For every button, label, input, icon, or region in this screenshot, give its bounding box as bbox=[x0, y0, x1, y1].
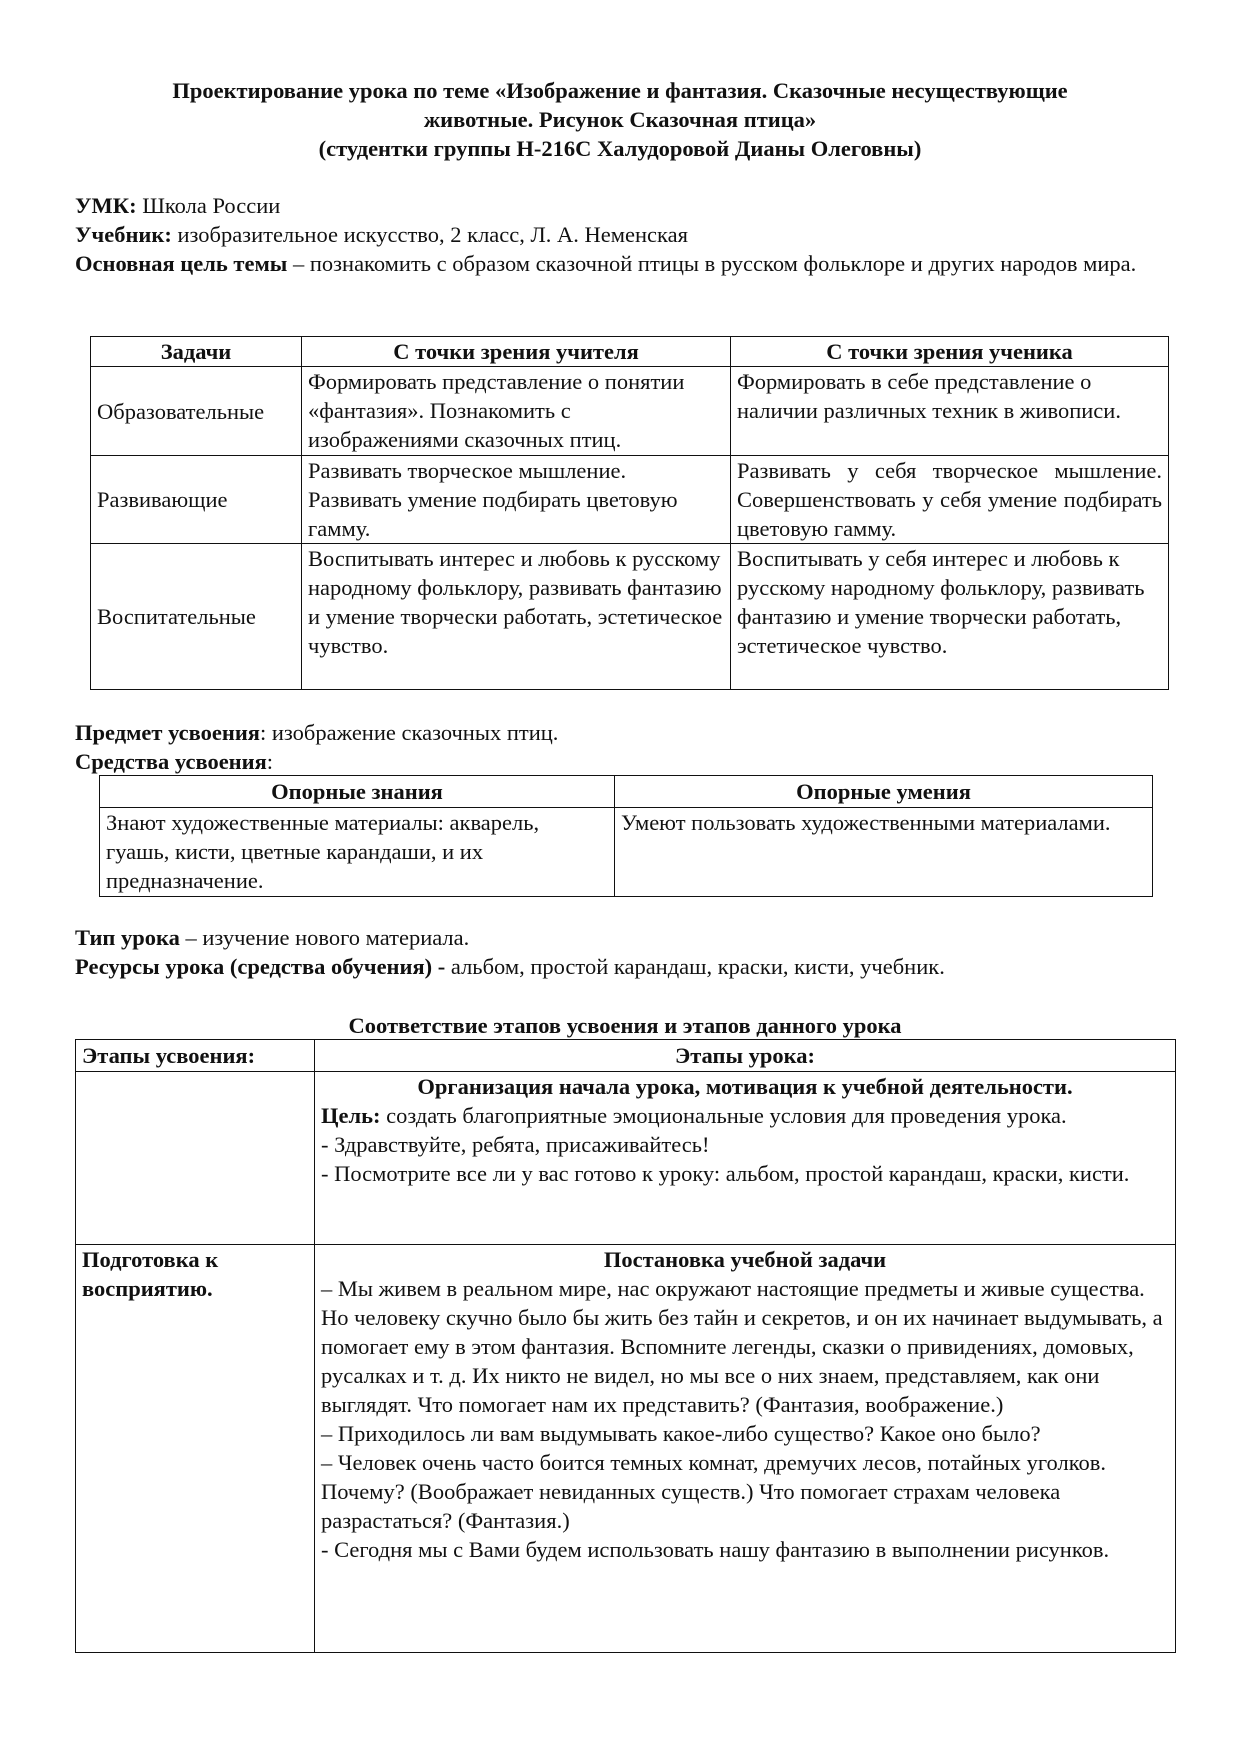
resources-label: Ресурсы урока (средства обучения) - bbox=[75, 954, 446, 979]
task-type: Развивающие bbox=[91, 456, 302, 544]
column-header: С точки зрения ученика bbox=[731, 337, 1169, 367]
stage-line: - Здравствуйте, ребята, присаживайтесь! bbox=[321, 1132, 710, 1157]
table-header-row bbox=[91, 337, 1169, 367]
stage-line: - Сегодня мы с Вами будем использовать нашу фантазию в выполнении рисунков. bbox=[321, 1537, 1110, 1562]
lesson-stage-cell bbox=[315, 1072, 1176, 1245]
student-view: Формировать в себе представление о наличии различных техник в живописи. bbox=[731, 367, 1169, 456]
table-row bbox=[100, 808, 1153, 897]
stage-heading: Постановка учебной задачи bbox=[603, 1247, 887, 1272]
column-header: Задачи bbox=[91, 337, 302, 367]
umk-line bbox=[75, 191, 1170, 220]
column-header: Этапы урока: bbox=[315, 1040, 1176, 1072]
column-header: Опорные умения bbox=[615, 776, 1153, 808]
intro bbox=[75, 191, 1170, 278]
student-view: Воспитывать у себя интерес и любовь к русскому народному фольклору, развивать фантазию и умение творчески работать, эстетическое чувство. bbox=[731, 544, 1169, 690]
resources-value: альбом, простой карандаш, краски, кисти, учебник. bbox=[445, 954, 945, 979]
tasks-table bbox=[90, 336, 1169, 690]
goal-text: создать благоприятные эмоциональные условия для проведения урока. bbox=[380, 1103, 1067, 1128]
stages-caption: Соответствие этапов усвоения и этапов данного урока bbox=[348, 1013, 902, 1038]
means-table bbox=[99, 775, 1153, 897]
table-row bbox=[91, 456, 1169, 544]
subject-line bbox=[75, 718, 558, 747]
table-row bbox=[91, 544, 1169, 690]
task-type: Образовательные bbox=[91, 367, 302, 456]
student-view: Развивать у себя творческое мышление. Совершенствовать у себя умение подбирать цветовую гамму. bbox=[731, 456, 1169, 544]
means-line bbox=[75, 747, 558, 776]
lesson-type-line bbox=[75, 923, 945, 952]
textbook-label: Учебник: bbox=[75, 222, 172, 247]
means-label: Средства усвоения bbox=[75, 749, 267, 774]
column-header: С точки зрения учителя bbox=[302, 337, 731, 367]
task-type: Воспитательные bbox=[91, 544, 302, 690]
subject-block bbox=[75, 718, 558, 776]
title-line: животные. Рисунок Сказочная птица» bbox=[423, 107, 817, 132]
knowledge-cell: Знают художественные материалы: акварель, гуашь, кисти, цветные карандаши, и их предназначение. bbox=[100, 808, 615, 897]
goal-value: – познакомить с образом сказочной птицы в русском фольклоре и других народов мира. bbox=[287, 251, 1137, 276]
stages-table bbox=[75, 1039, 1176, 1653]
goal-label: Цель: bbox=[321, 1103, 381, 1128]
title-line: (студентки группы Н-216С Халудоровой Дианы Олеговны) bbox=[318, 136, 922, 161]
stage-line: – Человек очень часто боится темных комнат, дремучих лесов, потайных уголков. Почему? (Воображает невиданных существ.) Что помогает страхам человека разрастаться? (Фантазия.) bbox=[321, 1450, 1107, 1533]
stage-cell bbox=[76, 1072, 315, 1245]
table-row bbox=[91, 367, 1169, 456]
subject-label: Предмет усвоения bbox=[75, 720, 260, 745]
goal-label: Основная цель темы bbox=[75, 251, 288, 276]
umk-label: УМК: bbox=[75, 193, 137, 218]
document-title bbox=[80, 76, 1160, 163]
teacher-view: Формировать представление о понятии «фантазия». Познакомить с изображениями сказочных птиц. bbox=[302, 367, 731, 456]
teacher-view: Воспитывать интерес и любовь к русскому народному фольклору, развивать фантазию и умение творчески работать, эстетическое чувство. bbox=[302, 544, 731, 690]
teacher-view: Развивать творческое мышление. Развивать умение подбирать цветовую гамму. bbox=[302, 456, 731, 544]
lesson-info bbox=[75, 923, 945, 981]
stage-line: – Мы живем в реальном мире, нас окружают настоящие предметы и живые существа. Но человеку скучно было бы жить без тайн и секретов, и он их начинает выдумывать, а помогает ему в этом фантазия. Вспомните легенды, сказки о привидениях, домовых, русалках и т. д. Их никто не видел, но мы все о них знаем, представляем, как они выглядят. Что помогает нам их представить? (Фантазия, воображение.) bbox=[321, 1276, 1163, 1417]
resources-line bbox=[75, 952, 945, 981]
column-header: Опорные знания bbox=[100, 776, 615, 808]
stage-heading: Организация начала урока, мотивация к учебной деятельности. bbox=[417, 1074, 1073, 1099]
lesson-type-value: – изучение нового материала. bbox=[179, 925, 470, 950]
table-header-row bbox=[76, 1040, 1176, 1072]
means-value: : bbox=[266, 749, 274, 774]
column-header: Этапы усвоения: bbox=[76, 1040, 315, 1072]
stage-line: – Приходилось ли вам выдумывать какое-либо существо? Какое оно было? bbox=[321, 1421, 1041, 1446]
title-line: Проектирование урока по теме «Изображение и фантазия. Сказочные несуществующие bbox=[172, 78, 1068, 103]
stage-line: - Посмотрите все ли у вас готово к уроку: альбом, простой карандаш, краски, кисти. bbox=[321, 1161, 1130, 1186]
textbook-line bbox=[75, 220, 1170, 249]
lesson-type-label: Тип урока bbox=[75, 925, 180, 950]
textbook-value: изобразительное искусство, 2 класс, Л. А. Неменская bbox=[171, 222, 688, 247]
stage-goal bbox=[321, 1101, 1169, 1130]
umk-value: Школа России bbox=[136, 193, 281, 218]
table-header-row bbox=[100, 776, 1153, 808]
table-row bbox=[76, 1072, 1176, 1245]
subject-value: : изображение сказочных птиц. bbox=[259, 720, 559, 745]
skills-cell: Умеют пользовать художественными материалами. bbox=[615, 808, 1153, 897]
lesson-stage-cell bbox=[315, 1245, 1176, 1653]
stage-cell: Подготовка к восприятию. bbox=[76, 1245, 315, 1653]
table-row bbox=[76, 1245, 1176, 1653]
goal-line bbox=[75, 249, 1170, 278]
